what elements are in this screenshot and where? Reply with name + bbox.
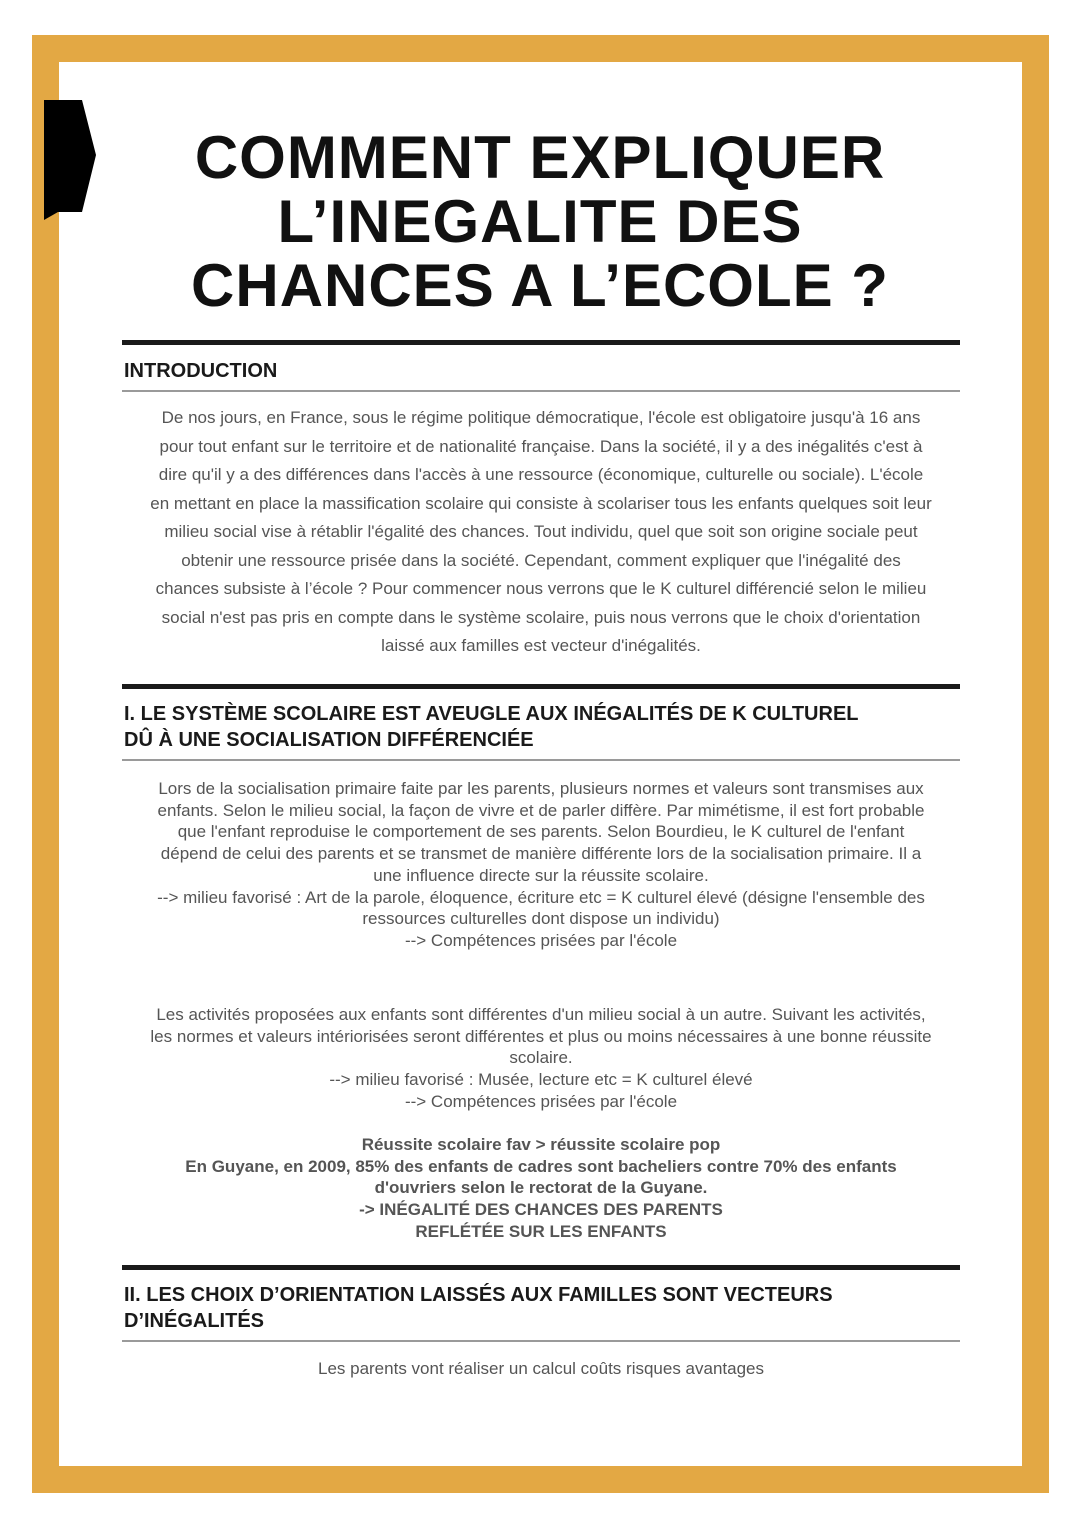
text-line: milieu social vise à rétablir l'égalité des chances. Tout individu, quel que soit son origine sociale peut [164, 522, 918, 541]
text-line: Les activités proposées aux enfants sont différentes d'un milieu social à un autre. Suivant les activités, [156, 1005, 926, 1024]
text-line: laissé aux familles est vecteur d'inégalités. [381, 636, 701, 655]
text-line: que l'enfant reproduise le comportement de ses parents. Selon Bourdieu, le K culturel de l'enfant [177, 822, 905, 842]
section-heading-2 [122, 1265, 960, 1342]
text-line: enfants. Selon le milieu social, la façon de vivre et de parler diffère. Par mimétisme, il est fort probable [157, 800, 925, 820]
text-line: obtenir une ressource prisée dans la société. Cependant, comment expliquer que l'inégalité des [181, 550, 901, 570]
text-line: dépend de celui des parents et se transmet de manière différente lors de la socialisation primaire. Il a [160, 844, 922, 864]
title-line: COMMENT EXPLIQUER [194, 124, 886, 191]
heading-rule-thin [122, 390, 960, 392]
text-line: De nos jours, en France, sous le régime politique démocratique, l'école est obligatoire jusqu'à 16 ans [161, 408, 921, 427]
section-1-paragraph-2 [122, 1004, 960, 1113]
text-line: --> Compétences prisées par l'école [404, 1091, 678, 1111]
section-1-key-fact [122, 1134, 960, 1243]
black-pentagon-tab-icon [44, 100, 96, 220]
text-line: les normes et valeurs intériorisées seront différentes et plus ou moins nécessaires à une bonne réussite [150, 1026, 932, 1046]
section-title-line: I. LE SYSTÈME SCOLAIRE EST AVEUGLE AUX INÉGALITÉS DE K CULTUREL [124, 703, 859, 725]
section-title: INTRODUCTION [124, 360, 278, 382]
text-line: en mettant en place la massification scolaire qui consiste à scolariser tous les enfants quelques soit leur [150, 493, 932, 513]
text-line: En Guyane, en 2009, 85% des enfants de cadres sont bacheliers contre 70% des enfants [185, 1156, 897, 1176]
text-line: -> INÉGALITÉ DES CHANCES DES PARENTS [359, 1200, 723, 1220]
section-title-line: D’INÉGALITÉS [124, 1310, 265, 1332]
section-heading-intro [122, 340, 960, 392]
section-title-line: DÛ À UNE SOCIALISATION DIFFÉRENCIÉE [124, 729, 534, 751]
title-line: CHANCES A L’ECOLE ? [191, 252, 889, 319]
text-line: Réussite scolaire fav > réussite scolaire pop [361, 1135, 721, 1154]
section-2-paragraph [122, 1358, 960, 1380]
section-title [122, 1270, 960, 1340]
section-heading-1 [122, 684, 960, 761]
section-title-line: II. LES CHOIX D’ORIENTATION LAISSÉS AUX FAMILLES SONT VECTEURS [124, 1284, 833, 1306]
section-1-paragraph-1 [122, 778, 960, 952]
heading-rule-thin [122, 759, 960, 761]
text-line: REFLÉTÉE SUR LES ENFANTS [415, 1221, 667, 1241]
text-line: chances subsiste à l’école ? Pour commencer nous verrons que le K culturel différencié selon le milieu [155, 579, 927, 598]
text-line: --> milieu favorisé : Art de la parole, éloquence, écriture etc = K culturel élevé (désigne l'ensemble des [157, 887, 925, 907]
heading-rule-thin [122, 1340, 960, 1342]
intro-paragraph [122, 404, 960, 661]
text-line: une influence directe sur la réussite scolaire. [373, 865, 709, 885]
text-line: ressources culturelles dont dispose un individu) [362, 909, 720, 929]
text-line: scolaire. [509, 1048, 573, 1068]
text-line: --> milieu favorisé : Musée, lecture etc = K culturel élevé [329, 1070, 753, 1090]
section-title [122, 689, 960, 759]
text-line: dire qu'il y a des différences dans l'accès à une ressource (économique, culturelle ou sociale). L'école [158, 465, 924, 484]
title-line: L’INEGALITE DES [277, 188, 803, 255]
text-line: --> Compétences prisées par l'école [404, 930, 678, 950]
text-line: social n'est pas pris en compte dans le système scolaire, puis nous verrons que le choix d'orientation [161, 607, 921, 627]
text-line: d'ouvriers selon le rectorat de la Guyane. [374, 1178, 708, 1198]
page-title [120, 126, 960, 318]
text-line: pour tout enfant sur le territoire et de nationalité française. Dans la société, il y a des inégalités c'est à [159, 436, 923, 456]
text-line: Lors de la socialisation primaire faite par les parents, plusieurs normes et valeurs sont transmises aux [158, 779, 924, 798]
text-line: Les parents vont réaliser un calcul coûts risques avantages [317, 1359, 765, 1378]
